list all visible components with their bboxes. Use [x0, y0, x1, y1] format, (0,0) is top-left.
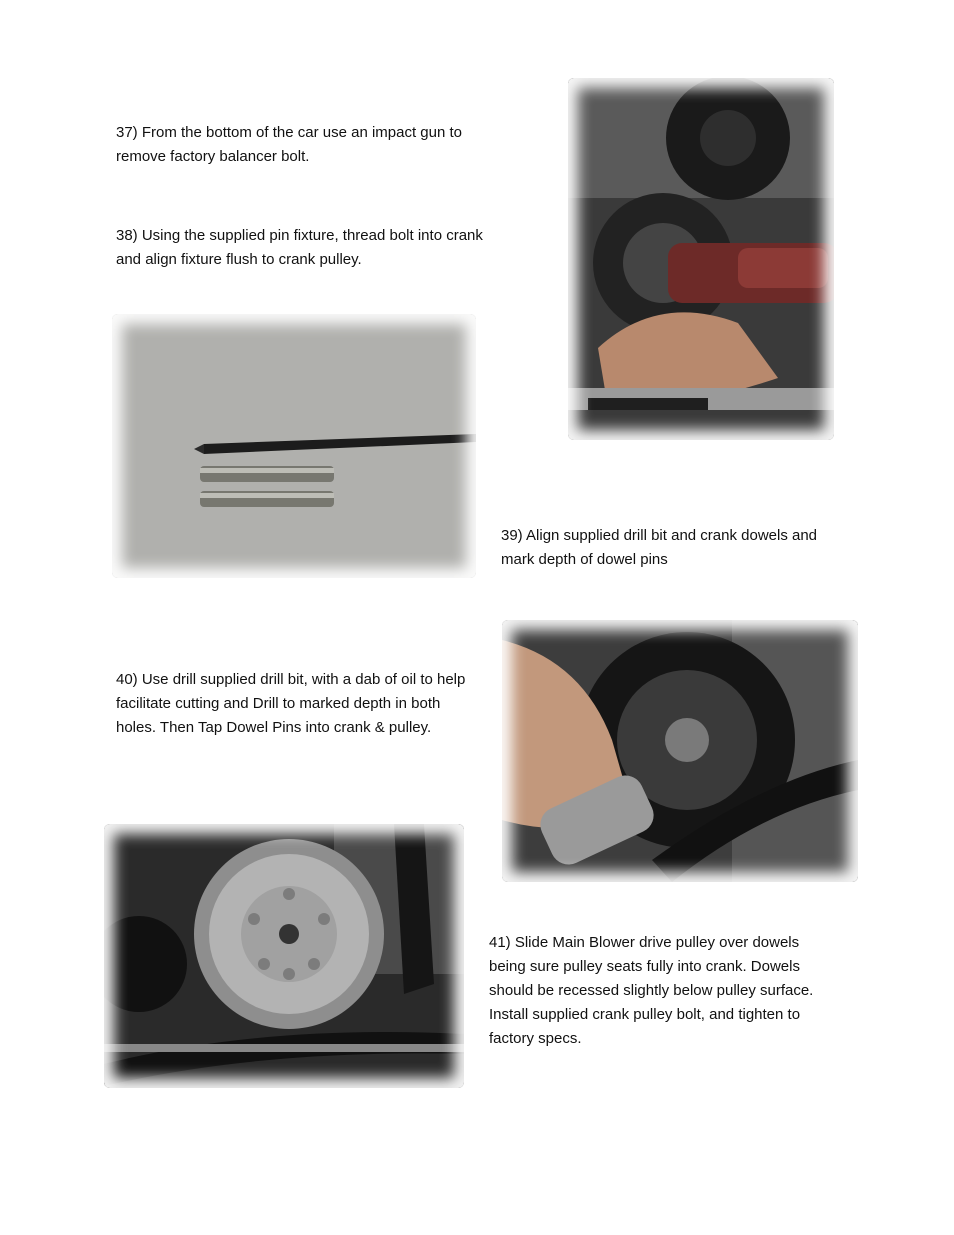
photo-blower-pulley-installed [104, 824, 464, 1088]
step-38-text: 38) Using the supplied pin fixture, thread bolt into crank and align fixture flush to crank pulley. [116, 227, 483, 268]
step-39-text: 39) Align supplied drill bit and crank dowels and mark depth of dowel pins [501, 527, 818, 568]
step-41-text: 41) Slide Main Blower drive pulley over dowels being sure pulley seats fully into crank. Dowels should be recessed slightly below pulley surface. Install supplied crank pulley bolt, and tighten to factory specs. [489, 934, 814, 1047]
step-37-text: 37) From the bottom of the car use an impact gun to remove factory balancer bolt. [116, 124, 463, 165]
photo-drill-bit-dowels [112, 314, 476, 578]
photo-drilling-crank [502, 620, 858, 882]
step-40-text: 40) Use drill supplied drill bit, with a dab of oil to help facilitate cutting and Drill to marked depth in both holes. Then Tap Dowel Pins into crank & pulley. [116, 671, 466, 736]
photo-impact-gun-balancer [568, 78, 834, 440]
